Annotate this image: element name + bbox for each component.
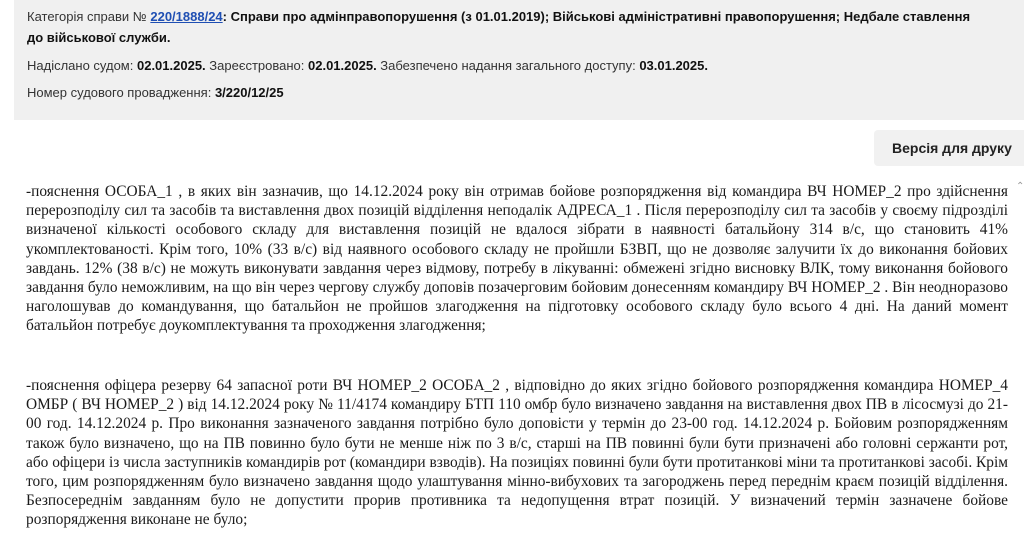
dates-line — [27, 57, 708, 75]
document-paragraph-1: -пояснення ОСОБА_1 , в яких він зазначив, що 14.12.2024 року він отримав бойове розпорядження від командира ВЧ НОМЕР_2 про здійснення перерозподілу сил та засобів та виставлення двох позицій відділення неподалік АДРЕСА_1 . Після перерозподілу сил та засобів у своєму підрозділі визначеної кількості особового складу для виставлення позицій не вдалося зібрати в наявності батальйону 314 в/с, що становить 41% укомплектованості. Крім того, 10% (33 в/с) від наявного особового складу не пройшли БЗВП, що не дозволяє залучити їх до виконання бойових завдань. 12% (38 в/с) не можуть виконувати завдання через відмову, потребу в лікуванні: обмежені згідно висновку ВЛК, тому виконання бойового завдання було неможливим, на що він через чергову службу доповів позачерговим бойовим донесенням командиру ВЧ НОМЕР_2 . Він неодноразово наголошував до командування, що батальйон не пройшов злагодження на підготовку особового складу було всього 4 дні. На даний момент батальйон потребує доукомплектування та проходження злагодження; — [26, 183, 1008, 335]
document-paragraph-2: -пояснення офіцера резерву 64 запасної роти ВЧ НОМЕР_2 ОСОБА_2 , відповідно до яких згідно бойового розпорядження командира НОМЕР_4 ОМБР ( ВЧ НОМЕР_2 ) від 14.12.2024 року № 11/4174 командиру БТП 110 омбр було визначено завдання на виставлення двох ПВ в лісосмузі до 21-00 год. 14.12.2024 р. Про виконання зазначеного завдання потрібно було доповісти у термін до 23-00 год. 14.12.2024 р. Бойовим розпорядженням також було визначено, що на ПВ повинно було бути не менше ніж по 3 в/с, старші на ПВ повинні були бути призначені або головні сержанти рот, або офіцери із числа заступників командирів рот (командири взводів). На позиціях повинні були бути протитанкові міни та протитанкові засобі. Крім того, цим розпорядженням було визначено завдання щодо улаштування мінно-вибухових та загороджень перед переднім краєм позицій відділення. Безпосереднім завданням було не допустити прорив противника та недопущення втрат позицій. У визначений термін зазначене бойове розпорядження виконане не було; — [26, 377, 1008, 529]
category-text-cont: до військової служби. — [27, 30, 171, 45]
access-label: Забезпечено надання загального доступу: — [376, 58, 640, 73]
case-info-panel — [14, 0, 1024, 120]
scroll-up-icon[interactable]: ⌃ — [1016, 181, 1024, 192]
proceeding-line — [27, 84, 284, 102]
access-date: 03.01.2025. — [639, 58, 708, 73]
case-category-line — [27, 8, 970, 26]
case-number-link[interactable]: 220/1888/24 — [150, 9, 223, 24]
registered-label: Зареєстровано: — [205, 58, 308, 73]
proceeding-label: Номер судового провадження: — [27, 85, 215, 100]
sent-date: 02.01.2025. — [136, 58, 206, 73]
category-text: : Справи про адмінправопорушення (з 01.01.2019); Військові адміністративні правопорушення; Недбале ставлення — [222, 9, 971, 24]
proceeding-number: 3/220/12/25 — [214, 85, 284, 100]
category-label: Категорія справи № — [27, 9, 151, 24]
registered-date: 02.01.2025. — [308, 58, 377, 73]
document-body — [0, 170, 1024, 549]
sent-label: Надіслано судом: — [27, 58, 137, 73]
print-version-button[interactable]: Версія для друку — [874, 130, 1024, 166]
case-category-line-cont — [27, 29, 170, 47]
